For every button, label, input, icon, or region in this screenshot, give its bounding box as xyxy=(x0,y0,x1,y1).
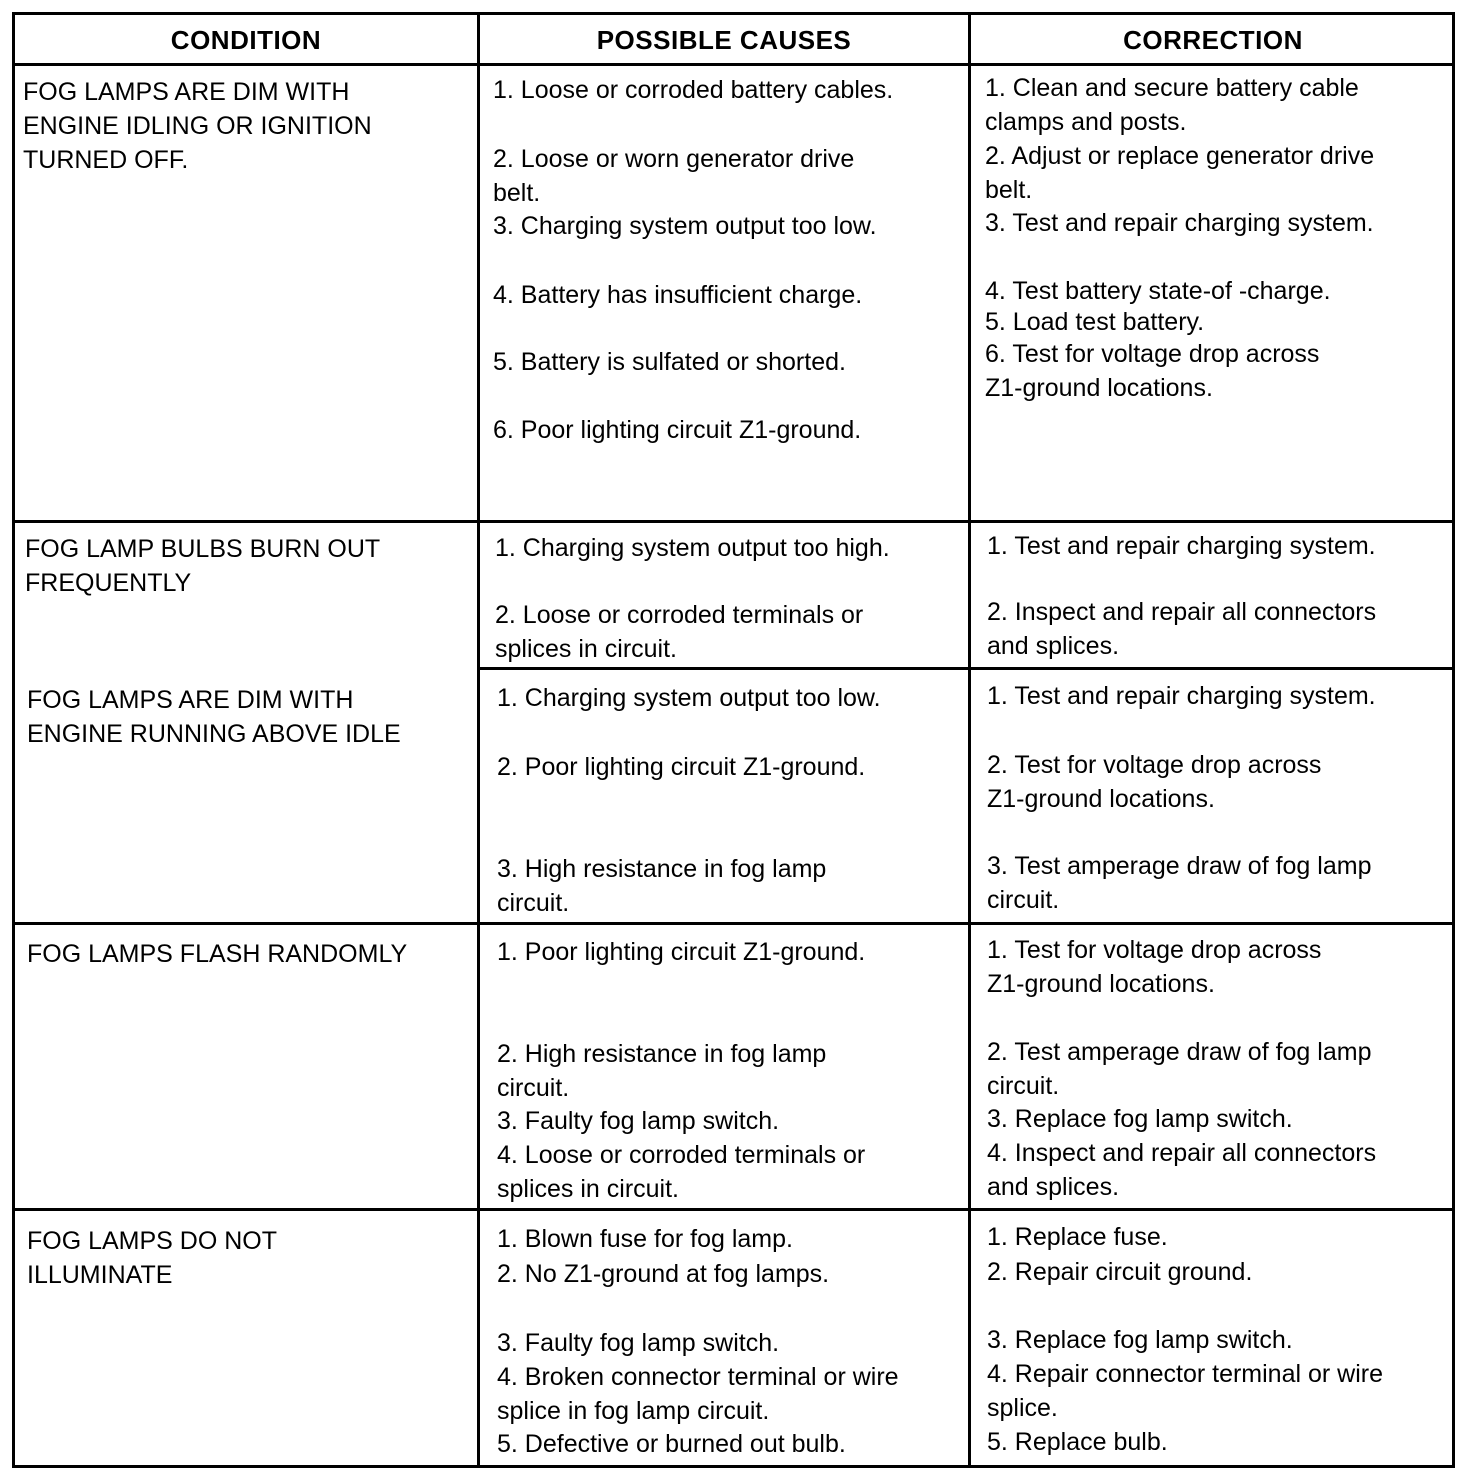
row-divider xyxy=(15,1208,1452,1211)
correction-item: 3. Replace fog lamp switch. xyxy=(987,1326,1293,1354)
cause-item: 1. Loose or corroded battery cables. xyxy=(493,76,894,104)
condition-cell: FOG LAMPS FLASH RANDOMLY xyxy=(27,940,408,968)
column-divider xyxy=(477,15,480,1465)
header-possible-causes: POSSIBLE CAUSES xyxy=(596,24,852,55)
troubleshooting-table xyxy=(12,12,1455,1468)
correction-item: 1. Test and repair charging system. xyxy=(987,682,1376,710)
correction-item: 5. Replace bulb. xyxy=(987,1428,1168,1456)
cause-item: 2. Loose or worn generator drive belt. xyxy=(493,145,855,207)
cause-item: 3. High resistance in fog lamp circuit. xyxy=(497,855,827,917)
cause-item: 5. Battery is sulfated or shorted. xyxy=(493,348,846,376)
cause-item: 3. Faulty fog lamp switch. xyxy=(497,1329,780,1357)
correction-item: 2. Test amperage draw of fog lamp circuit. xyxy=(987,1038,1372,1100)
cause-item: 4. Battery has insufficient charge. xyxy=(493,281,863,309)
cause-item: 6. Poor lighting circuit Z1-ground. xyxy=(493,416,862,444)
cause-item: 4. Broken connector terminal or wire splice in fog lamp circuit. xyxy=(497,1363,899,1425)
correction-item: 2. Test for voltage drop across Z1-ground locations. xyxy=(987,751,1322,813)
correction-item: 6. Test for voltage drop across Z1-ground locations. xyxy=(985,340,1320,402)
correction-item: 1. Replace fuse. xyxy=(987,1223,1168,1251)
cause-item: 3. Faulty fog lamp switch. xyxy=(497,1107,780,1135)
correction-item: 1. Clean and secure battery cable clamps and posts. xyxy=(985,74,1359,136)
correction-item: 4. Inspect and repair all connectors and splices. xyxy=(987,1139,1377,1201)
correction-item: 3. Test amperage draw of fog lamp circuit. xyxy=(987,852,1372,914)
correction-item: 2. Inspect and repair all connectors and splices. xyxy=(987,598,1377,660)
correction-item: 1. Test for voltage drop across Z1-ground locations. xyxy=(987,936,1322,998)
condition-cell: FOG LAMPS ARE DIM WITH ENGINE RUNNING ABOVE IDLE xyxy=(27,686,401,748)
header-correction: CORRECTION xyxy=(1123,24,1303,55)
cause-item: 1. Charging system output too high. xyxy=(495,534,890,562)
cause-item: 1. Charging system output too low. xyxy=(497,684,881,712)
correction-item: 3. Replace fog lamp switch. xyxy=(987,1105,1293,1133)
cause-item: 2. Poor lighting circuit Z1-ground. xyxy=(497,753,866,781)
cause-item: 3. Charging system output too low. xyxy=(493,212,877,240)
column-divider xyxy=(968,15,971,1465)
correction-item: 3. Test and repair charging system. xyxy=(985,209,1374,237)
correction-item: 4. Test battery state-of -charge. xyxy=(985,277,1331,305)
row-divider xyxy=(477,667,1452,670)
condition-cell: FOG LAMPS DO NOT ILLUMINATE xyxy=(27,1227,278,1289)
cause-item: 1. Blown fuse for fog lamp. xyxy=(497,1225,793,1253)
correction-item: 5. Load test battery. xyxy=(985,308,1205,336)
correction-item: 4. Repair connector terminal or wire splice. xyxy=(987,1360,1383,1422)
cause-item: 2. No Z1-ground at fog lamps. xyxy=(497,1260,830,1288)
cause-item: 4. Loose or corroded terminals or splices in circuit. xyxy=(497,1141,866,1203)
row-divider xyxy=(15,520,1452,523)
cause-item: 2. High resistance in fog lamp circuit. xyxy=(497,1040,827,1102)
condition-cell: FOG LAMPS ARE DIM WITH ENGINE IDLING OR IGNITION TURNED OFF. xyxy=(23,78,372,174)
cause-item: 5. Defective or burned out bulb. xyxy=(497,1430,846,1458)
row-divider xyxy=(15,922,1452,925)
cause-item: 1. Poor lighting circuit Z1-ground. xyxy=(497,938,866,966)
correction-item: 1. Test and repair charging system. xyxy=(987,532,1376,560)
condition-cell: FOG LAMP BULBS BURN OUT FREQUENTLY xyxy=(25,535,381,597)
correction-item: 2. Repair circuit ground. xyxy=(987,1258,1253,1286)
header-condition: CONDITION xyxy=(170,24,322,55)
cause-item: 2. Loose or corroded terminals or splices in circuit. xyxy=(495,601,864,663)
correction-item: 2. Adjust or replace generator drive belt. xyxy=(985,142,1375,204)
